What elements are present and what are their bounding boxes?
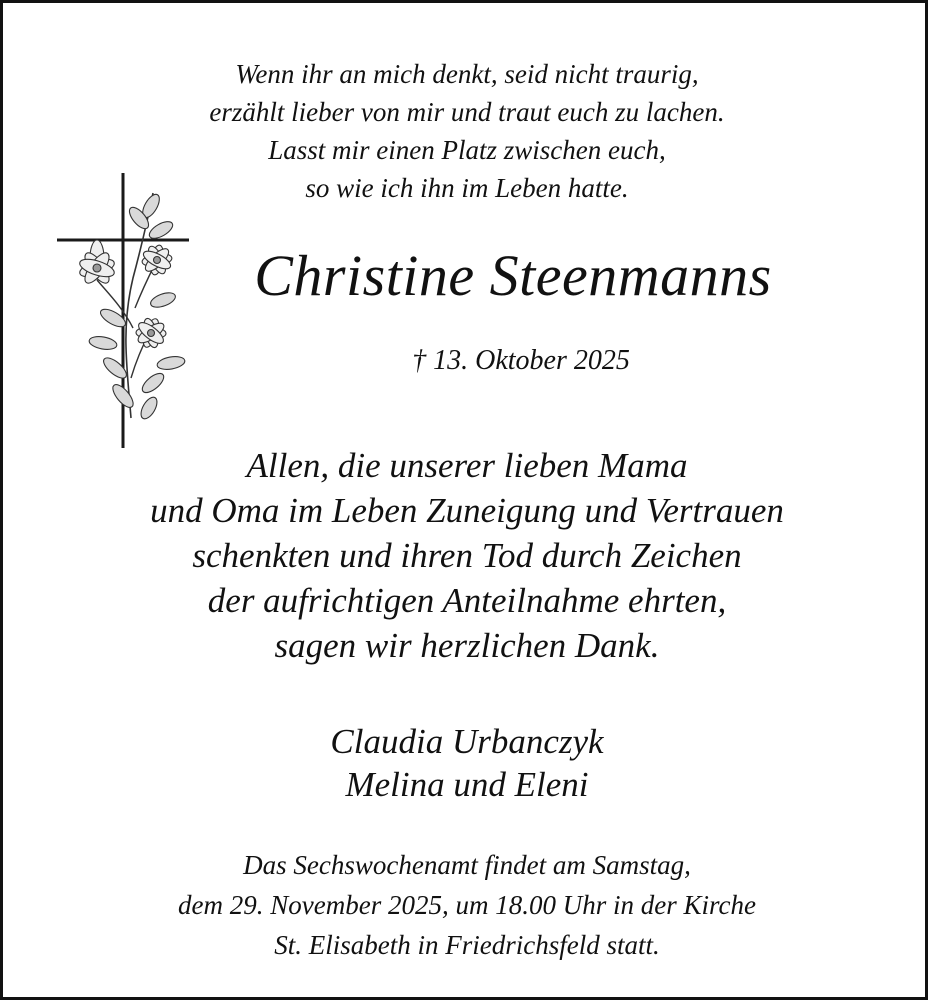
thanks-line: Allen, die unserer lieben Mama [246,446,688,485]
notice-line: Das Sechswochenamt findet am Samstag, [243,850,691,880]
thanks-line: und Oma im Leben Zuneigung und Vertrauen [150,491,784,530]
poem-line: erzählt lieber von mir und traut euch zu lachen. [209,97,725,127]
mass-notice [3,845,928,965]
thanks-line: der aufrichtigen Anteilnahme ehrten, [207,581,727,620]
thanks-line: sagen wir herzlichen Dank. [274,626,660,665]
signer-line: Melina und Eleni [345,765,589,804]
signer-line: Claudia Urbanczyk [330,722,604,761]
thanks-text [3,443,928,668]
notice-line: dem 29. November 2025, um 18.00 Uhr in der Kirche [178,890,756,920]
poem-line: Lasst mir einen Platz zwischen euch, [268,135,666,165]
notice-line: St. Elisabeth in Friedrichsfeld statt. [274,930,660,960]
signers [3,720,928,806]
deceased-name: Christine Steenmanns [254,243,772,308]
thanks-line: schenkten und ihren Tod durch Zeichen [192,536,742,575]
poem-line: so wie ich ihn im Leben hatte. [305,173,629,203]
date-of-death: † 13. Oktober 2025 [412,345,630,376]
poem-line: Wenn ihr an mich denkt, seid nicht traurig, [235,59,699,89]
